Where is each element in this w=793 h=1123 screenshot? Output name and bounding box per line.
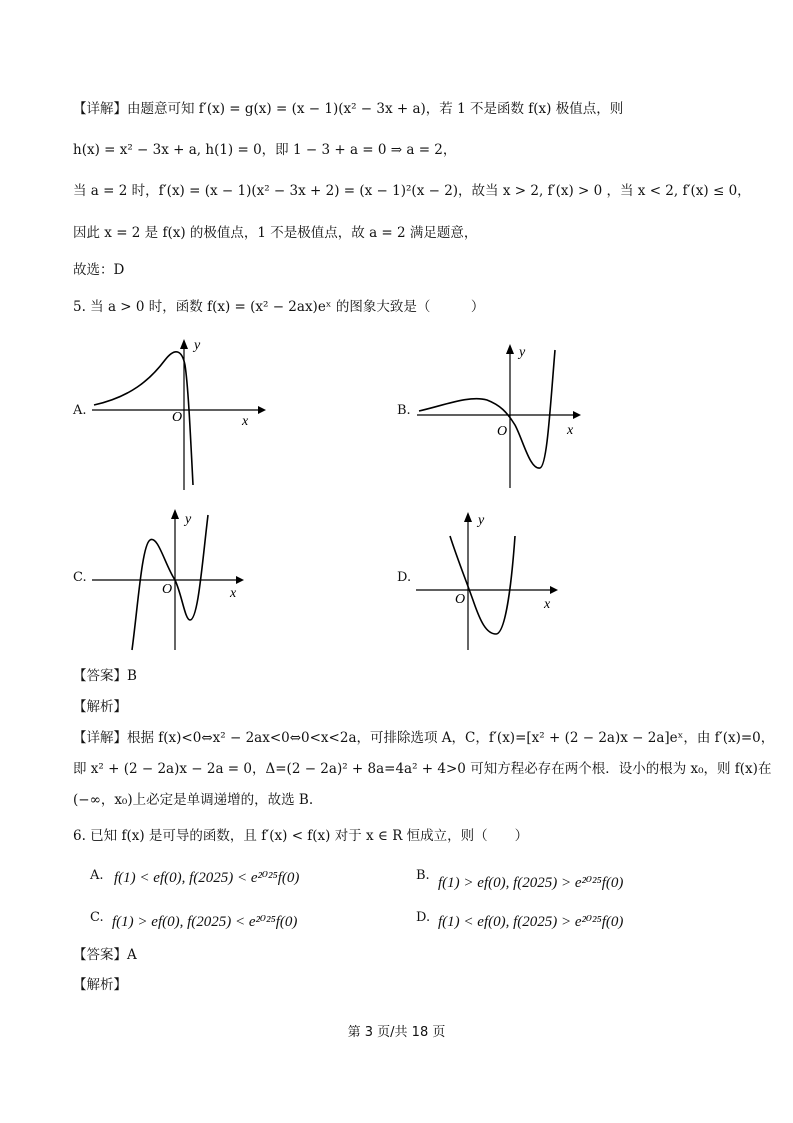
option-6-d-text: f(1) < ef(0), f(2025) > e²⁰²⁵f(0): [438, 914, 624, 930]
analysis-6-heading: 【解析】: [73, 977, 127, 993]
answer-choice-line: 故选：D: [73, 262, 125, 278]
graph-d-label: D.: [397, 570, 412, 585]
answer-5: 【答案】B: [73, 668, 137, 684]
graph-b-origin: O: [497, 424, 508, 439]
detail-5-line-1: 【详解】根据 f(x)<0⇔x² − 2ax<0⇔0<x<2a，可排除选项 A，C，f′(x)=[x² + (2 − 2a)x − 2a]eˣ，由 f′(x)=0，: [73, 730, 775, 746]
solution-line-1: 【详解】由题意可知 f′(x) = g(x) = (x − 1)(x² − 3x + a)，若 1 不是函数 f(x) 极值点，则: [73, 101, 624, 117]
question-5: 5. 当 a > 0 时，函数 f(x) = (x² − 2ax)eˣ 的图象大致是（ ）: [73, 299, 485, 315]
detail-5-line-3: (−∞，x₀)上必定是单调递增的，故选 B.: [73, 792, 314, 808]
graph-b-x-label: x: [567, 423, 574, 438]
graph-c-y-label: y: [185, 512, 192, 527]
solution-line-2: h(x) = x² − 3x + a, h(1) = 0，即 1 − 3 + a = 0 ⇒ a = 2，: [73, 142, 457, 158]
option-6-a-text: f(1) < ef(0), f(2025) < e²⁰²⁵f(0): [114, 870, 300, 886]
graph-b-label: B.: [397, 403, 411, 418]
analysis-5-heading: 【解析】: [73, 699, 127, 715]
graph-b: [415, 340, 585, 495]
solution-line-4: 因此 x = 2 是 f(x) 的极值点，1 不是极值点，故 a = 2 满足题意，: [73, 225, 478, 241]
graph-c-label: C.: [73, 570, 87, 585]
option-6-c-letter: C.: [90, 910, 104, 925]
page-footer: 第 3 页/共 18 页: [347, 1025, 446, 1040]
graph-d-y-label: y: [478, 513, 485, 528]
graph-c-x-label: x: [230, 586, 237, 601]
question-6: 6. 已知 f(x) 是可导的函数，且 f′(x) < f(x) 对于 x ∈ R 恒成立，则（ ）: [73, 828, 529, 844]
answer-6: 【答案】A: [73, 947, 137, 963]
option-6-b-letter: B.: [416, 868, 430, 883]
graph-a-y-label: y: [194, 338, 201, 353]
option-6-b-text: f(1) > ef(0), f(2025) > e²⁰²⁵f(0): [438, 875, 624, 891]
option-6-a-letter: A.: [90, 868, 104, 883]
option-6-c-text: f(1) > ef(0), f(2025) < e²⁰²⁵f(0): [112, 914, 298, 930]
graph-a: [90, 335, 270, 495]
graph-d: [412, 508, 572, 653]
detail-5-line-2: 即 x² + (2 − 2a)x − 2a = 0，Δ=(2 − 2a)² + 8a=4a² + 4>0 可知方程必存在两个根．设小的根为 x₀，则 f(x)在: [73, 761, 772, 777]
graph-b-y-label: y: [519, 345, 526, 360]
graph-d-origin: O: [455, 592, 466, 607]
graph-d-x-label: x: [544, 597, 551, 612]
graph-a-label: A.: [73, 403, 87, 418]
graph-c-origin: O: [162, 582, 173, 597]
graph-a-origin: O: [172, 410, 183, 425]
option-6-d-letter: D.: [416, 910, 431, 925]
graph-c: [90, 505, 260, 655]
graph-a-x-label: x: [242, 414, 249, 429]
solution-line-3: 当 a = 2 时，f′(x) = (x − 1)(x² − 3x + 2) = (x − 1)²(x − 2)，故当 x > 2, f′(x) > 0 ，当 x < 2, f′(x) ≤ 0，: [73, 183, 751, 199]
